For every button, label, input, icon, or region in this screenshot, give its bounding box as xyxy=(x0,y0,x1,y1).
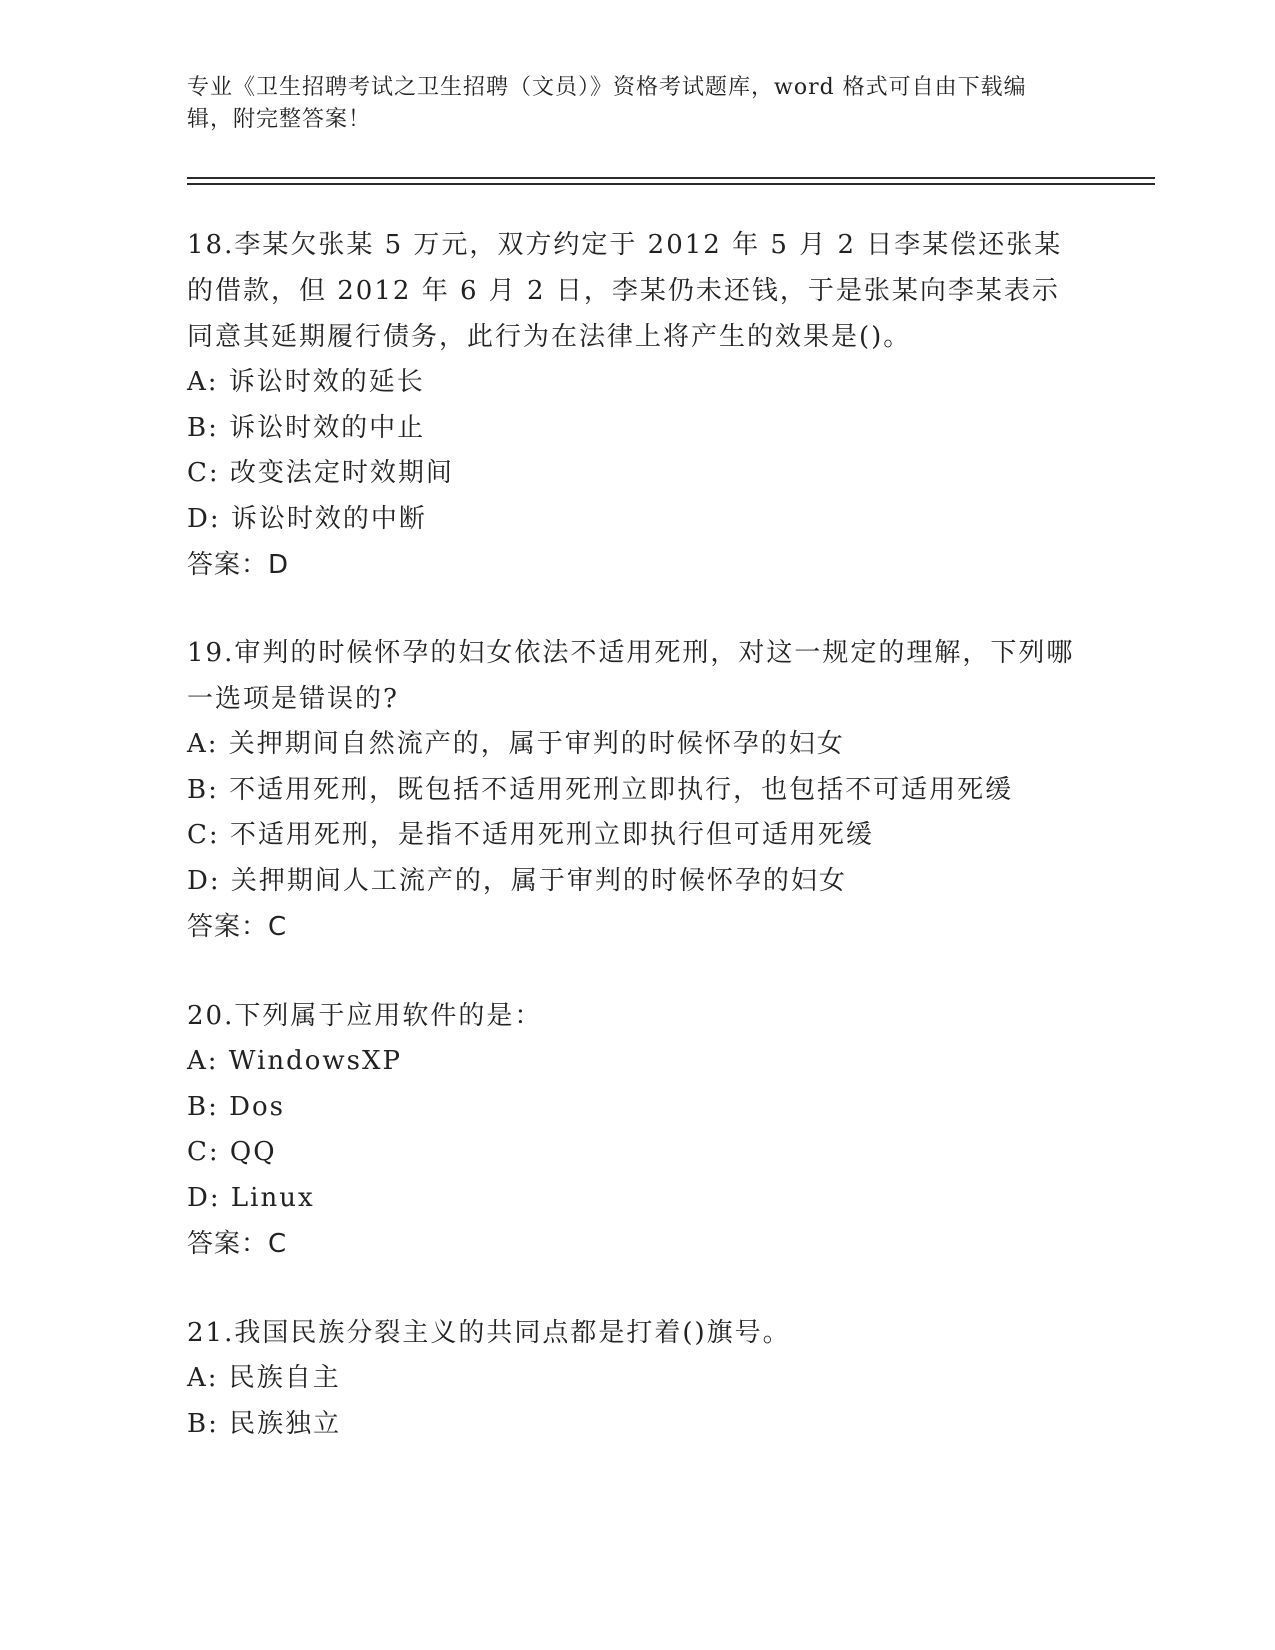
option-a: A: WindowsXP xyxy=(187,1046,403,1076)
option-d: D: 关押期间人工流产的，属于审判的时候怀孕的妇女 xyxy=(187,865,847,896)
option-list xyxy=(187,1356,1087,1447)
option-a: A: 关押期间自然流产的，属于审判的时候怀孕的妇女 xyxy=(187,729,845,759)
question-stem: 19.审判的时候怀孕的妇女依法不适用死刑，对这一规定的理解，下列哪一选项是错误的? xyxy=(187,638,1075,714)
option-d: D: 诉讼时效的中断 xyxy=(187,503,427,534)
document-header: 专业《卫生招聘考试之卫生招聘（文员）》资格考试题库，word 格式可自由下载编辑，附完整答案！ xyxy=(187,75,1027,132)
question-stem: 21.我国民族分裂主义的共同点都是打着()旗号。 xyxy=(187,1318,791,1348)
option-c: C: QQ xyxy=(187,1137,277,1167)
option-b: B: 诉讼时效的中止 xyxy=(187,412,426,443)
option-list xyxy=(187,722,1087,904)
answer-line: 答案：C xyxy=(187,1229,288,1259)
option-b: B: 民族独立 xyxy=(187,1408,342,1439)
option-c: C: 改变法定时效期间 xyxy=(187,458,454,488)
option-b: B: 不适用死刑，既包括不适用死刑立即执行，也包括不可适用死缓 xyxy=(187,774,1014,805)
option-list xyxy=(187,360,1087,542)
header-divider-bottom xyxy=(187,183,1155,185)
question-20 xyxy=(187,993,1087,1267)
option-list xyxy=(187,1039,1087,1221)
option-d: D: Linux xyxy=(187,1182,315,1213)
question-21 xyxy=(187,1310,1087,1447)
question-stem: 20.下列属于应用软件的是： xyxy=(187,1001,543,1031)
header-divider-top xyxy=(187,177,1155,179)
question-stem: 18.李某欠张某 5 万元，双方约定于 2012 年 5 月 2 日李某偿还张某的借款，但 2012 年 6 月 2 日，李某仍未还钱，于是张某向李某表示同意其延期履行债务，此行为在法律上将产生的效果是()。 xyxy=(187,230,1063,352)
option-c: C: 不适用死刑，是指不适用死刑立即执行但可适用死缓 xyxy=(187,820,874,850)
option-a: A: 诉讼时效的延长 xyxy=(187,367,425,397)
answer-line: 答案：C xyxy=(187,912,288,942)
option-a: A: 民族自主 xyxy=(187,1363,341,1393)
question-18 xyxy=(187,222,1087,588)
option-b: B: Dos xyxy=(187,1091,285,1122)
question-19 xyxy=(187,630,1087,950)
answer-line: 答案：D xyxy=(187,550,290,580)
